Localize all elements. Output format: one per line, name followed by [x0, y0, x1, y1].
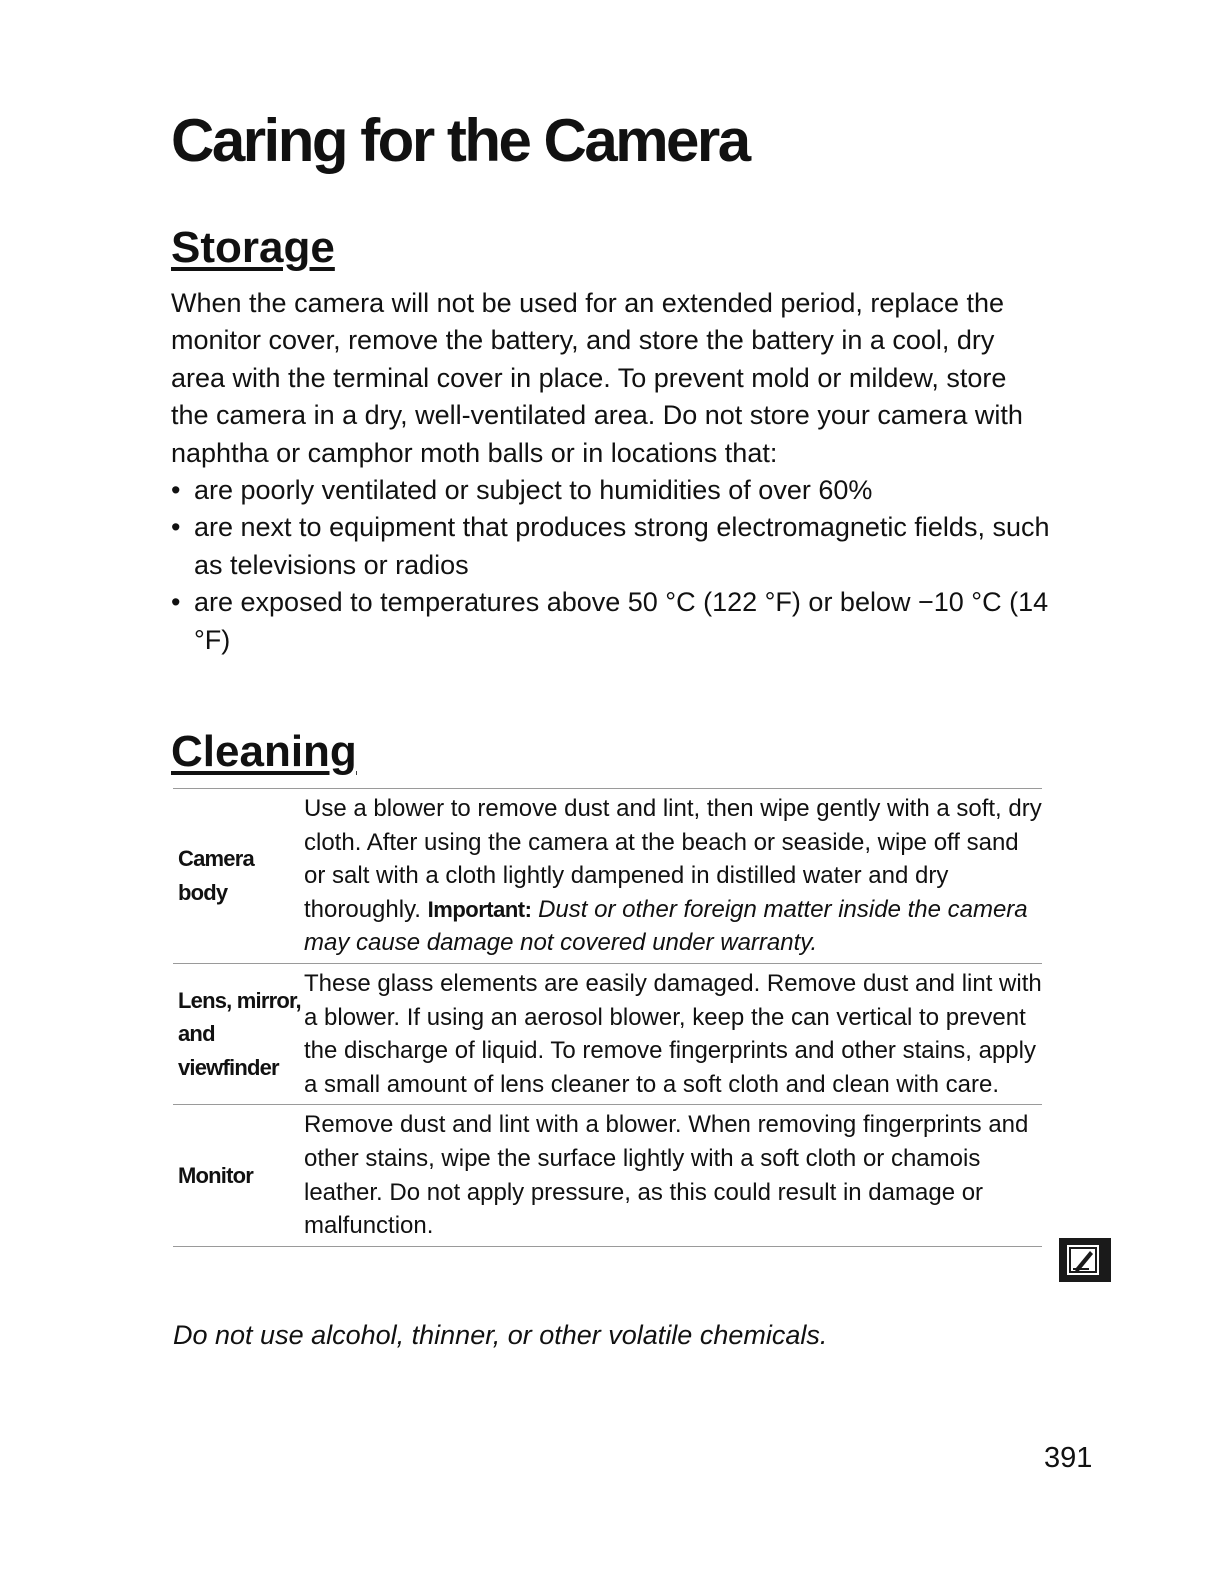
bullet-icon: • [171, 475, 181, 506]
page-number: 391 [1044, 1442, 1093, 1474]
list-item [171, 472, 1051, 509]
row-text: Remove dust and lint with a blower. When removing fingerprints and other stains, wipe the surface lightly with a soft cloth or chamois leather. Do not apply pressure, as this could result in damage or malfunction. [304, 1111, 1029, 1240]
row-label: Lens, mirror, and viewfinder [173, 963, 304, 1104]
cleaning-table [173, 788, 1042, 1247]
bullet-icon: • [171, 512, 181, 543]
list-item [171, 509, 1051, 584]
table-row [173, 1105, 1042, 1246]
row-description [304, 1105, 1042, 1246]
row-text: Use a blower to remove dust and lint, then wipe gently with a soft, dry cloth. After using the camera at the beach or seaside, wipe off sand or salt with a cloth lightly dampened in distilled water and dry thoroughly. [304, 795, 1042, 923]
important-label: Important: [427, 896, 532, 922]
row-label: Monitor [173, 1105, 304, 1246]
bullet-text: are poorly ventilated or subject to humidities of over 60% [194, 475, 873, 506]
storage-intro: When the camera will not be used for an extended period, replace the monitor cover, remove the battery, and store the battery in a cool, dry area with the terminal cover in place. To prevent mold or mildew, store the camera in a dry, well-ventilated area. Do not store your camera with naphtha or camphor moth balls or in locations that: [171, 288, 1023, 468]
row-description [304, 789, 1042, 964]
table-row [173, 789, 1042, 964]
storage-bullet-list [171, 472, 1051, 659]
row-label: Camera body [173, 789, 304, 964]
cleaning-note: Do not use alcohol, thinner, or other volatile chemicals. [173, 1320, 828, 1350]
list-item [171, 584, 1051, 659]
cleaning-heading: Cleaning [171, 727, 357, 776]
bullet-icon: • [171, 587, 181, 618]
table-row [173, 963, 1042, 1104]
bullet-text: are next to equipment that produces strong electromagnetic fields, such as televisions or radios [194, 512, 1050, 580]
row-text: These glass elements are easily damaged. Remove dust and lint with a blower. If using an aerosol blower, keep the can vertical to prevent the discharge of liquid. To remove fingerprints and other stains, apply a small amount of lens cleaner to a soft cloth and clean with care. [304, 969, 1042, 1098]
important-text: Dust or other foreign matter inside the camera may cause damage not covered under warranty. [304, 895, 1028, 957]
bullet-text: are exposed to temperatures above 50 °C (122 °F) or below −10 °C (14 °F) [194, 587, 1049, 655]
notes-tab-icon [1059, 1238, 1111, 1282]
row-description [304, 963, 1042, 1104]
storage-section [171, 285, 1051, 659]
storage-heading: Storage [171, 223, 335, 272]
page-title: Caring for the Camera [171, 107, 749, 174]
